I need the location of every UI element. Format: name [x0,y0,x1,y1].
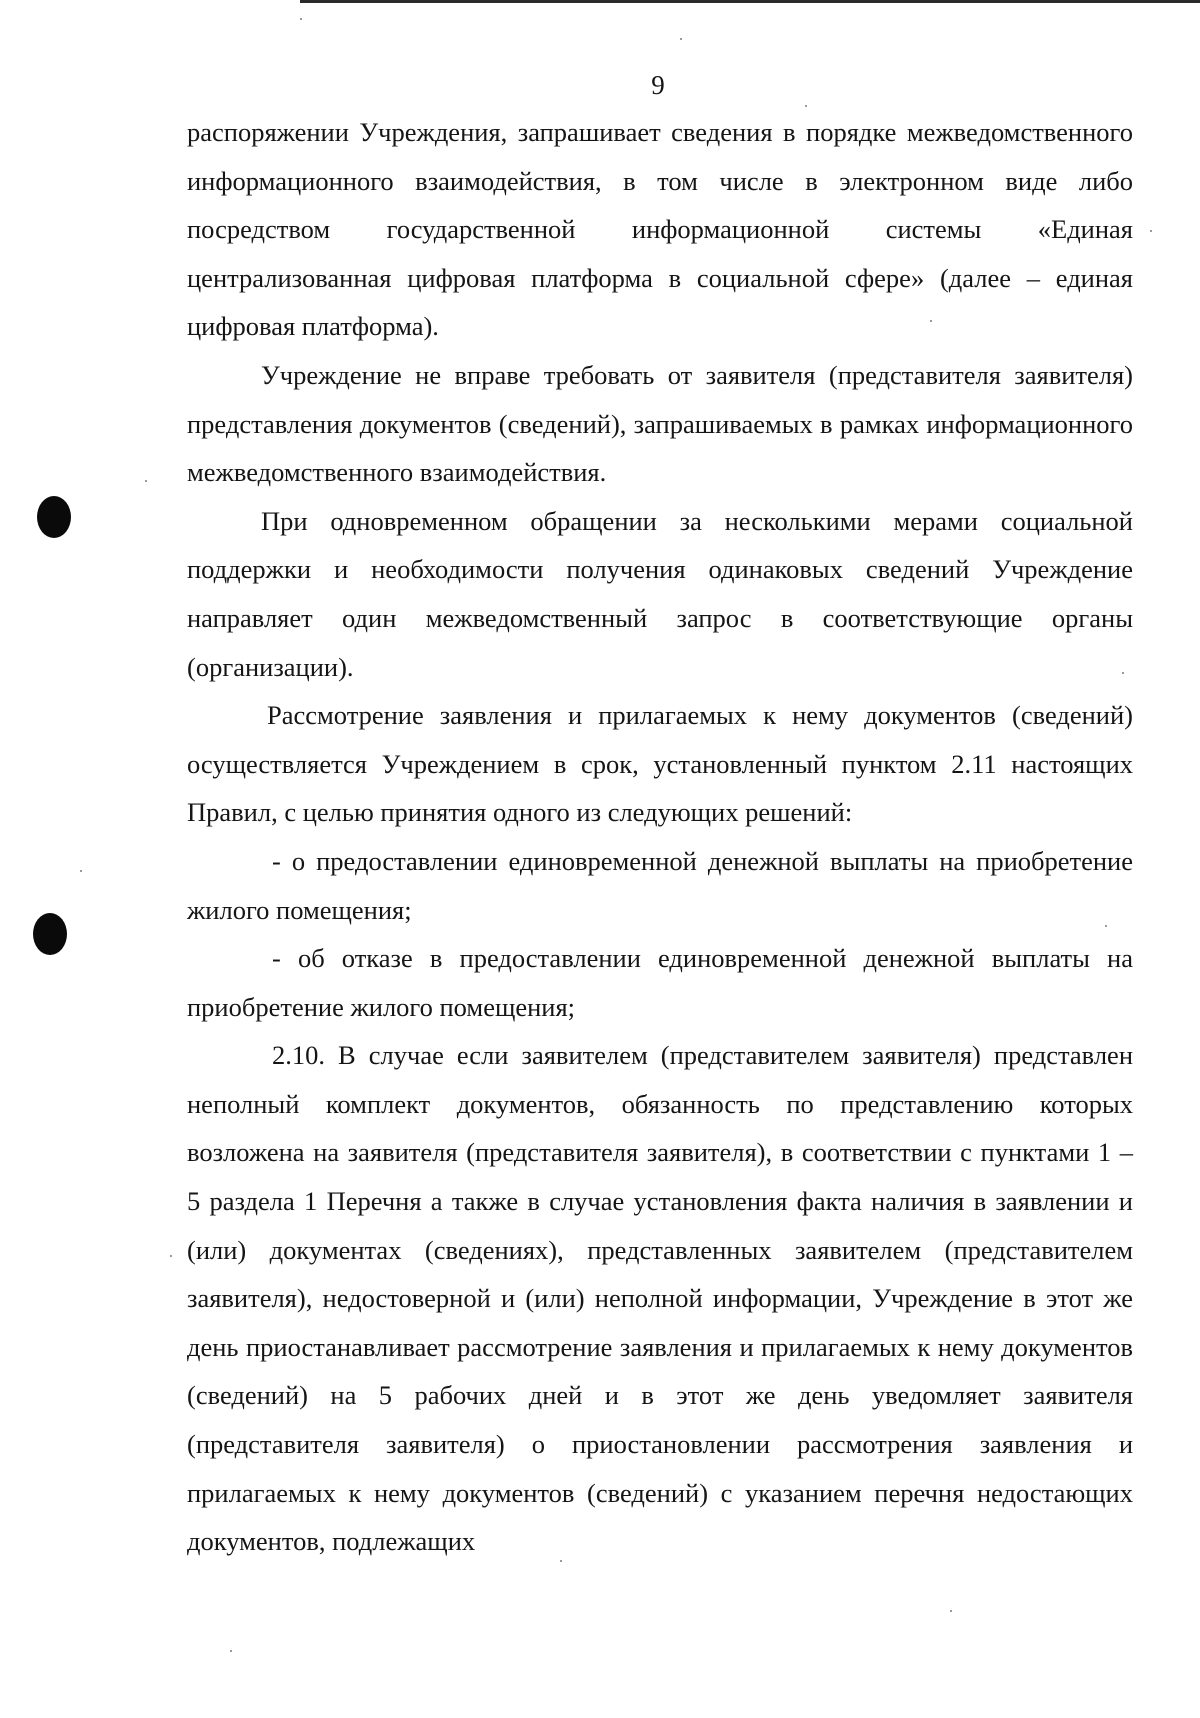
paragraph-interagency-request: распоряжении Учреждения, запрашивает сведения в порядке межведомственного информационного взаимодействия, в том числе в электронном виде либо посредством государственной информационной системы «Единая централизованная цифровая платформа в социальной сфере» (далее – единая цифровая платформа). [187,117,1133,342]
scan-speck [80,870,82,872]
scan-speck [930,320,932,322]
scan-speck [560,1560,562,1562]
scan-speck [950,1610,952,1612]
scan-speck [805,105,807,107]
scan-speck [300,18,302,20]
paragraph-simultaneous-request: При одновременном обращении за несколькими мерами социальной поддержки и необходимости получения одинаковых сведений Учреждение направляет один межведомственный запрос в соответствующие органы (организации). [187,505,1133,682]
list-item-refuse-payment: - об отказе в предоставлении единовременной денежной выплаты на приобретение жилого помещения; [187,943,1133,1022]
list-item-grant-payment: - о предоставлении единовременной денежной выплаты на приобретение жилого помещения; [187,845,1133,925]
paragraph-no-documents-required: Учреждение не вправе требовать от заявителя (представителя заявителя) представления документов (сведений), запрашиваемых в рамках информационного межведомственного взаимодействия. [187,359,1133,488]
scan-speck [680,38,682,40]
document-body [187,108,1133,1566]
scan-speck [145,480,147,482]
scan-speck [1105,925,1107,927]
paragraph-2-10-incomplete-documents: 2.10. В случае если заявителем (представителем заявителя) представлен неполный комплект документов, обязанность по представлению которых возложена на заявителя (представителя заявителя), в соответствии с пунктами 1 – 5 раздела 1 Перечня а также в случае установления факта наличия в заявлении и (или) документах (сведениях), представленных заявителем (представителем заявителя), недостоверной и (или) неполной информации, Учреждение в этот же день приостанавливает рассмотрение заявления и прилагаемых к нему документов (сведений) на 5 рабочих дней и в этот же день уведомляет заявителя (представителя заявителя) о приостановлении рассмотрения заявления и прилагаемых к нему документов (сведений) с указанием перечня недостающих документов, подлежащих [187,1040,1133,1557]
top-border-line [300,0,1200,3]
punch-hole-top [37,496,71,538]
punch-hole-bottom [33,913,67,955]
page-number: 9 [651,70,665,100]
scan-speck [1122,672,1124,674]
paragraph-review-decisions: Рассмотрение заявления и прилагаемых к нему документов (сведений) осуществляется Учреждением в срок, установленный пунктом 2.11 настоящих Правил, с целью принятия одного из следующих решений: [187,700,1133,828]
scan-speck [230,1650,232,1652]
scan-speck [170,1255,172,1257]
scan-speck [1150,230,1152,232]
